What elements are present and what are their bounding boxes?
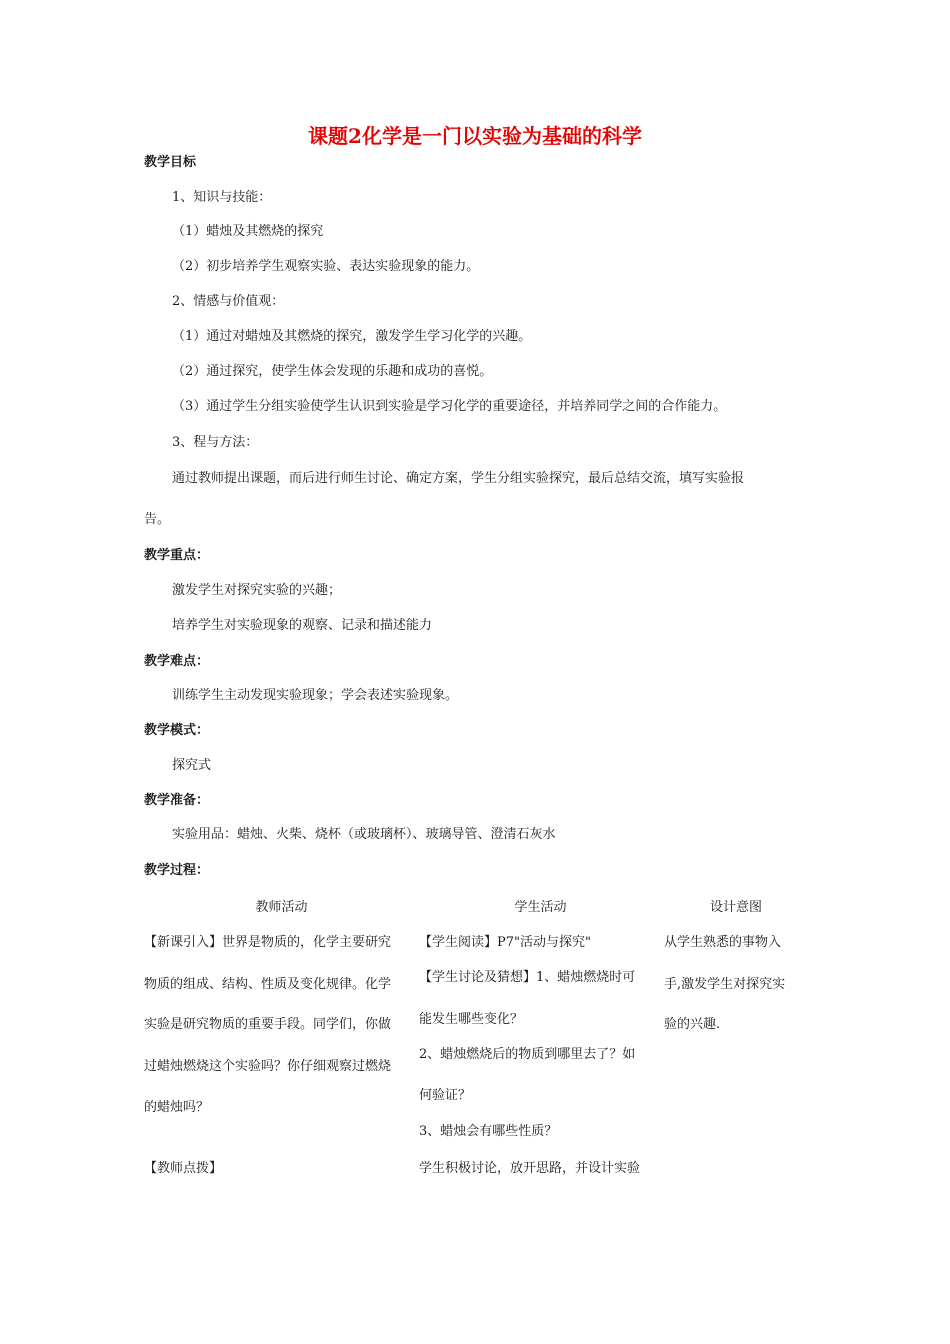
teacher-activity-line: 实验是研究物质的重要手段。同学们，你做 <box>144 1017 392 1032</box>
teacher-activity-line: 的蜡烛吗？ <box>144 1100 210 1115</box>
design-intent-line: 从学生熟悉的事物入 <box>664 935 782 950</box>
emotion-item: （1）通过对蜡烛及其燃烧的探究，激发学生学习化学的兴趣。 <box>172 329 532 344</box>
student-activity-line: 能发生哪些变化？ <box>419 1012 524 1027</box>
knowledge-item: （2）初步培养学生观察实验、表达实验现象的能力。 <box>172 259 480 274</box>
emotion-heading: 2、情感与价值观： <box>172 294 285 309</box>
column-header-design: 设计意图 <box>709 900 762 915</box>
method-heading: 3、程与方法： <box>172 435 259 450</box>
preparation-heading: 教学准备： <box>144 793 210 808</box>
key-point-item: 激发学生对探究实验的兴趣； <box>172 583 342 598</box>
student-activity-line: 学生积极讨论，放开思路，并设计实验 <box>419 1161 641 1176</box>
student-activity-line: 3、蜡烛会有哪些性质？ <box>419 1124 558 1139</box>
teacher-activity-line: 【教师点拨】 <box>144 1161 223 1176</box>
knowledge-heading: 1、知识与技能： <box>172 190 272 205</box>
teacher-activity-line: 【新课引入】世界是物质的，化学主要研究 <box>144 935 392 950</box>
process-heading: 教学过程： <box>144 863 210 878</box>
difficulties-heading: 教学难点： <box>144 654 210 669</box>
column-header-teacher: 教师活动 <box>255 900 308 915</box>
difficulties-text: 训练学生主动发现实验现象；学会表述实验现象。 <box>172 688 459 703</box>
emotion-item: （3）通过学生分组实验使学生认识到实验是学习化学的重要途径，并培养同学之间的合作能力。 <box>172 399 727 414</box>
emotion-item: （2）通过探究，使学生体会发现的乐趣和成功的喜悦。 <box>172 364 493 379</box>
method-text: 通过教师提出课题，而后进行师生讨论、确定方案，学生分组实验探究，最后总结交流，填写实验报 <box>172 471 745 486</box>
teacher-activity-line: 过蜡烛燃烧这个实验吗？你仔细观察过燃烧 <box>144 1059 392 1074</box>
design-intent-line: 验的兴趣. <box>664 1017 721 1032</box>
key-point-item: 培养学生对实验现象的观察、记录和描述能力 <box>172 618 433 633</box>
student-activity-line: 何验证？ <box>419 1088 472 1103</box>
page-title: 课题2化学是一门以实验为基础的科学 <box>308 124 642 148</box>
mode-heading: 教学模式： <box>144 723 210 738</box>
student-activity-line: 2、蜡烛燃烧后的物质到哪里去了？如 <box>419 1047 636 1062</box>
mode-text: 探究式 <box>172 758 212 773</box>
teacher-activity-line: 物质的组成、结构、性质及变化规律。化学 <box>144 977 392 992</box>
student-activity-line: 【学生阅读】P7"活动与探究" <box>419 935 591 950</box>
method-text-cont: 告。 <box>144 512 171 527</box>
design-intent-line: 手,激发学生对探究实 <box>664 977 786 992</box>
preparation-text: 实验用品：蜡烛、火柴、烧杯（或玻璃杯）、玻璃导管、澄清石灰水 <box>172 827 556 842</box>
student-activity-line: 【学生讨论及猜想】1、蜡烛燃烧时可 <box>419 970 636 985</box>
key-points-heading: 教学重点： <box>144 548 210 563</box>
column-header-student: 学生活动 <box>514 900 567 915</box>
knowledge-item: （1）蜡烛及其燃烧的探究 <box>172 224 324 239</box>
objectives-heading: 教学目标 <box>144 155 197 170</box>
